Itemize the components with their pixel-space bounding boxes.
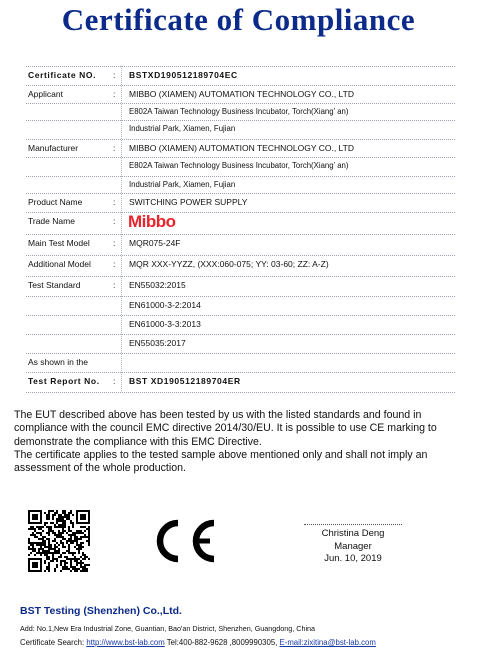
details-row <box>26 255 455 275</box>
row-label: Test Report No. <box>28 376 100 386</box>
row-label: Test Standard <box>28 280 81 290</box>
row-separator: : <box>113 216 116 226</box>
details-row <box>26 372 455 393</box>
row-value: Industrial Park, Xiamen, Fujian <box>129 124 236 133</box>
row-value: BST XD190512189704ER <box>129 376 241 386</box>
details-row <box>26 85 455 105</box>
details-row <box>26 139 455 159</box>
qr-code-icon <box>28 510 90 572</box>
issuer-email-link[interactable]: E-mail:zixitina@bst-lab.com <box>279 638 376 647</box>
row-label: Additional Model <box>28 259 91 269</box>
row-separator: : <box>113 197 116 207</box>
row-label: Manufacturer <box>28 143 79 153</box>
details-row <box>26 193 455 213</box>
row-label: Applicant <box>28 89 63 99</box>
issuer-address: Add: No.1,New Era Industrial Zone, Guantian, Bao'an District, Shenzhen, Guangdong, China <box>20 624 316 633</box>
signatory-name: Christina Deng <box>321 528 385 539</box>
details-row <box>26 66 455 86</box>
row-separator: : <box>113 70 116 80</box>
row-label: Main Test Model <box>28 238 90 248</box>
issuer-contact-line <box>20 638 376 647</box>
row-value: EN61000-3-2:2014 <box>129 300 201 310</box>
row-value: E802A Taiwan Technology Business Incubator, Torch(Xiang’ an) <box>129 107 349 116</box>
ce-mark-icon <box>146 515 221 567</box>
row-value: MQR XXX-YYZZ, (XXX:060-075; YY: 03-60; ZZ: A-Z) <box>129 259 329 269</box>
issuer-company-name: BST Testing (Shenzhen) Co.,Ltd. <box>20 605 182 617</box>
row-value: MIBBO (XIAMEN) AUTOMATION TECHNOLOGY CO., LTD <box>129 89 354 99</box>
issuer-phone: Tel:400-882-9628 ,8009990305, <box>166 638 278 647</box>
certificate-statement <box>14 409 464 475</box>
details-row <box>26 212 455 232</box>
signatory-role: Manager <box>334 540 372 552</box>
trade-name-logo: Mibbo <box>128 212 176 231</box>
signature-block <box>298 524 408 566</box>
statement-paragraph-2: The certificate applies to the tested sample above mentioned only and shall not imply an assessment of the whole production. <box>14 448 428 475</box>
row-separator: : <box>113 280 116 290</box>
details-row <box>26 334 455 354</box>
row-value: BSTXD190512189704EC <box>129 70 238 80</box>
certificate-details-table <box>26 66 455 391</box>
row-value: MIBBO (XIAMEN) AUTOMATION TECHNOLOGY CO., LTD <box>129 143 354 153</box>
row-label: Product Name <box>28 197 83 207</box>
details-row <box>26 157 455 177</box>
row-value: Industrial Park, Xiamen, Fujian <box>129 180 236 189</box>
details-row <box>26 234 455 254</box>
details-row <box>26 353 455 373</box>
statement-paragraph-1: The EUT described above has been tested by us with the listed standards and found in compliance with the council EMC directive 2014/30/EU. It is possible to use CE marking to demonstrate the compliance with this EMC Directive. <box>14 409 437 448</box>
details-row <box>26 276 455 296</box>
details-row <box>26 120 455 140</box>
row-separator: : <box>113 89 116 99</box>
signature-date: Jun. 10, 2019 <box>324 553 382 565</box>
details-row <box>26 315 455 335</box>
row-value: SWITCHING POWER SUPPLY <box>129 197 248 207</box>
certificate-search-link[interactable]: http://www.bst-lab.com <box>86 638 165 647</box>
certificate-search-label: Certificate Search: <box>20 638 85 647</box>
row-value: MQR075-24F <box>129 238 181 248</box>
row-separator: : <box>113 143 116 153</box>
row-value: E802A Taiwan Technology Business Incubator, Torch(Xiang’ an) <box>129 161 349 170</box>
row-label: Certificate NO. <box>28 70 97 80</box>
row-separator: : <box>113 376 116 386</box>
row-separator: : <box>113 238 116 248</box>
certificate-title: Certificate of Compliance <box>61 2 416 37</box>
row-value: EN55035:2017 <box>129 338 186 348</box>
details-row <box>26 296 455 316</box>
row-value: EN61000-3-3:2013 <box>129 319 201 329</box>
row-separator: : <box>113 259 116 269</box>
row-value: EN55032:2015 <box>129 280 186 290</box>
row-label: Trade Name <box>28 216 75 226</box>
row-label: As shown in the <box>28 357 89 367</box>
signature-line <box>304 524 402 525</box>
